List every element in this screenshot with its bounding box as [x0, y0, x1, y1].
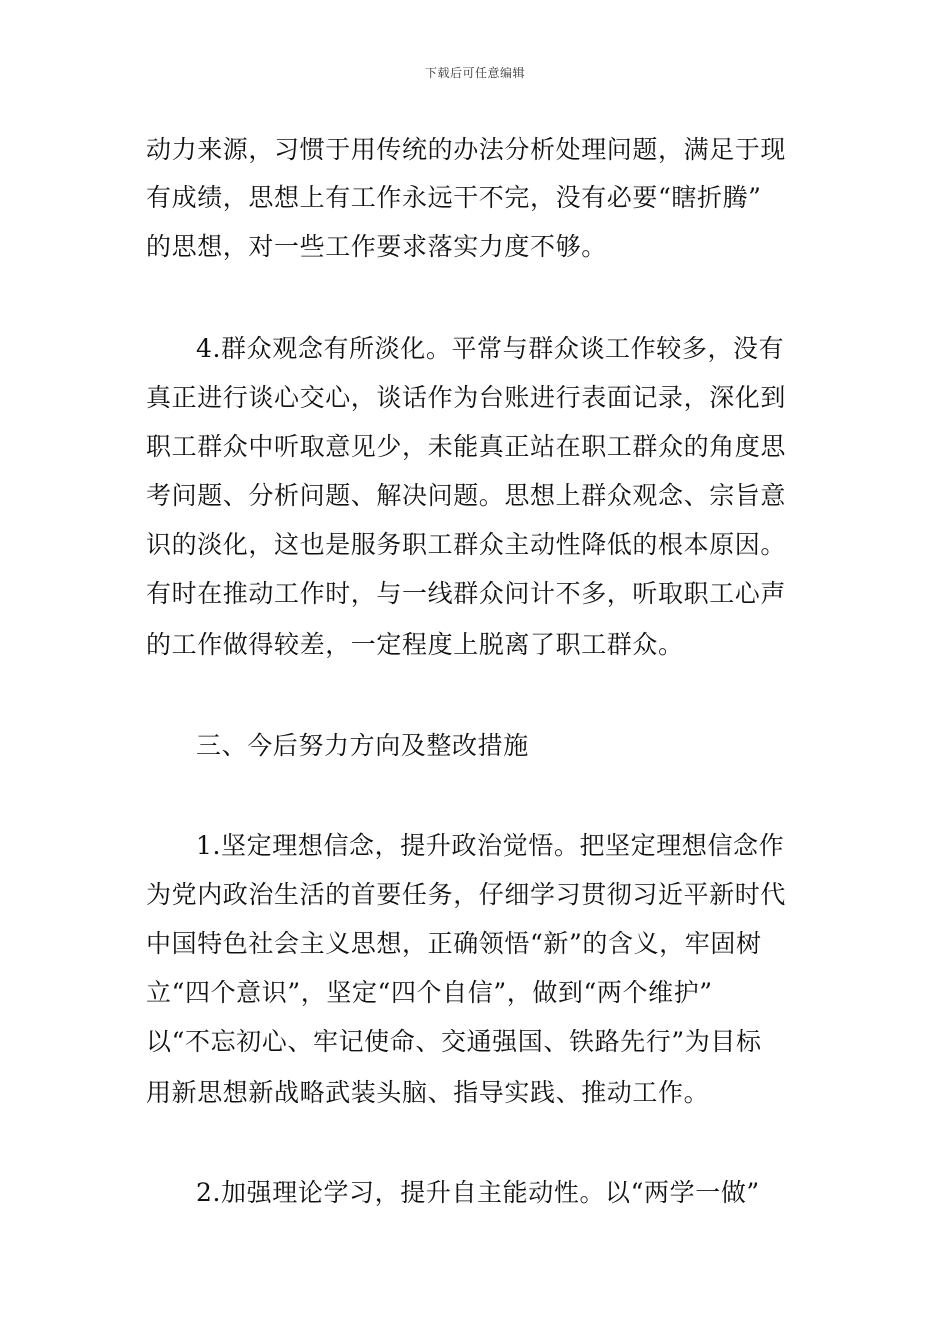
paragraph-line: 为党内政治生活的首要任务，仔细学习贯彻习近平新时代 — [146, 880, 787, 909]
paragraph-line: 动力来源，习惯于用传统的办法分析处理问题，满足于现 — [146, 135, 787, 164]
page-header: 下载后可任意编辑 — [424, 66, 525, 80]
paragraph-line: 的工作做得较差，一定程度上脱离了职工群众。 — [146, 630, 684, 659]
paragraph-line: 的思想，对一些工作要求落实力度不够。 — [146, 232, 607, 261]
paragraph-line: 1.坚定理想信念，提升政治觉悟。把坚定理想信念作 — [196, 831, 785, 860]
paragraph-line: 立“四个意识”，坚定“四个自信”，做到“两个维护” — [146, 978, 713, 1007]
paragraph-line: 有成绩，思想上有工作永远干不完，没有必要“瞎折腾” — [146, 183, 762, 212]
paragraph-line: 考问题、分析问题、解决问题。思想上群众观念、宗旨意 — [146, 481, 787, 510]
paragraph-line: 中国特色社会主义思想，正确领悟“新”的含义，牢固树 — [146, 929, 762, 958]
paragraph-line: 4.群众观念有所淡化。平常与群众谈工作较多，没有 — [196, 334, 785, 363]
paragraph-line: 职工群众中听取意见少，未能真正站在职工群众的角度思 — [146, 432, 787, 461]
paragraph-line: 识的淡化，这也是服务职工群众主动性降低的根本原因。 — [146, 530, 787, 559]
paragraph-line: 以“不忘初心、牢记使命、交通强国、铁路先行”为目标 — [146, 1027, 762, 1056]
paragraph-line: 用新思想新战略武装头脑、指导实践、推动工作。 — [146, 1078, 710, 1107]
paragraph-line: 有时在推动工作时，与一线群众问计不多，听取职工心声 — [146, 579, 787, 608]
section-heading: 三、今后努力方向及整改措施 — [196, 731, 529, 760]
paragraph-line: 真正进行谈心交心，谈话作为台账进行表面记录，深化到 — [146, 383, 787, 412]
paragraph-line: 2.加强理论学习，提升自主能动性。以“两学一做” — [196, 1178, 760, 1207]
